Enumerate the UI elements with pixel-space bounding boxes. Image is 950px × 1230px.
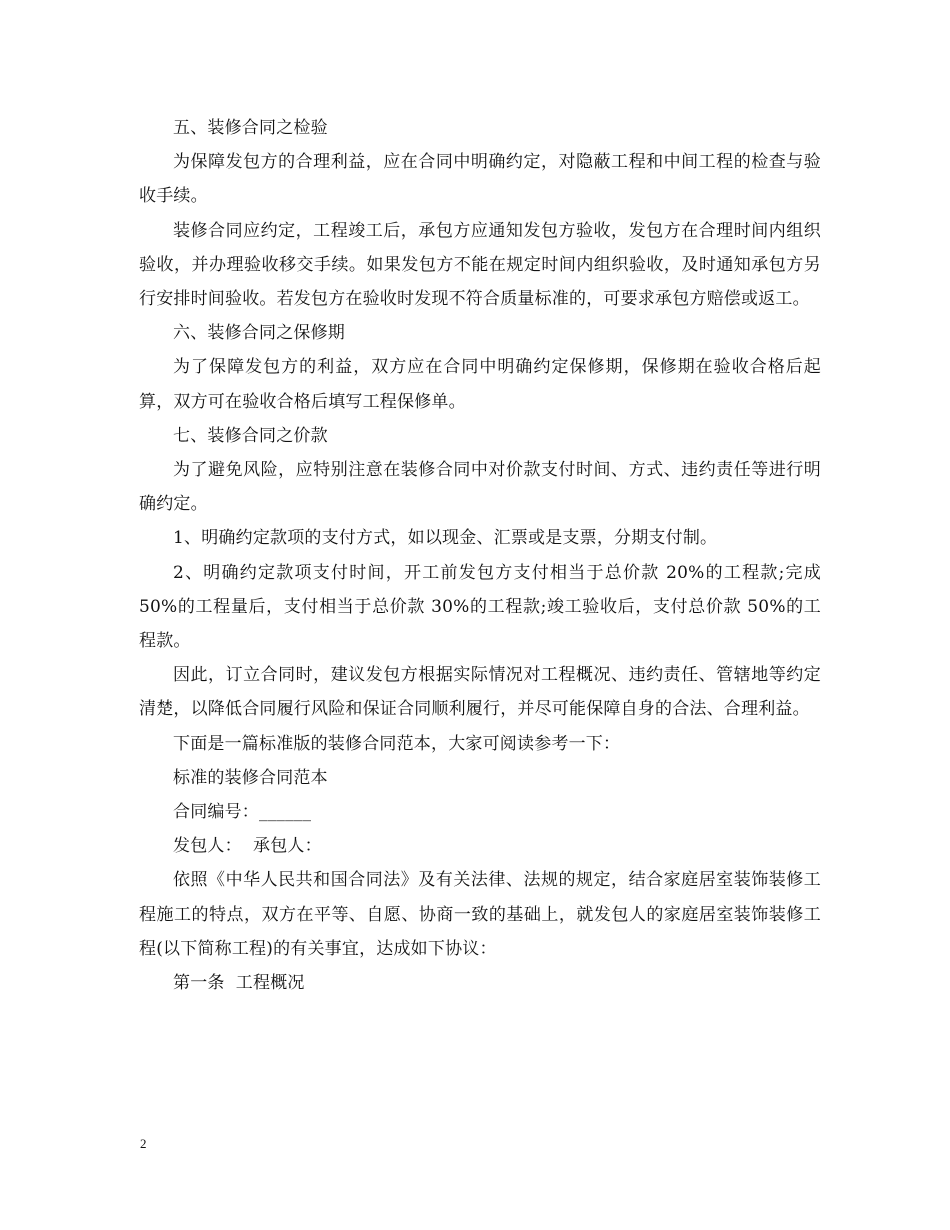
- paragraph: 下面是一篇标准版的装修合同范本，大家可阅读参考一下：: [173, 733, 621, 754]
- page-number: 2: [140, 1136, 147, 1151]
- section-heading-price: 七、装修合同之价款: [173, 425, 328, 446]
- paragraph: 为了避免风险，应特别注意在装修合同中对价款支付时间、方式、违约责任等进行明确约定。: [139, 460, 821, 515]
- paragraph: 依照《中华人民共和国合同法》及有关法律、法规的规定，结合家庭居室装饰装修工程施工的特点，双方在平等、自愿、协商一致的基础上，就发包人的家庭居室装饰装修工程(以下简称工程)的有关事宜，达成如下协议：: [139, 870, 821, 959]
- document-body: [139, 111, 821, 1000]
- section-heading-warranty: 六、装修合同之保修期: [173, 323, 345, 344]
- section-heading-inspection: 五、装修合同之检验: [173, 118, 328, 138]
- parties-line: 发包人： 承包人：: [173, 836, 322, 857]
- list-item: 2、明确约定款项支付时间，开工前发包方支付相当于总价款 20%的工程款;完成 50%的工程量后，支付相当于总价款 30%的工程款;竣工验收后，支付总价款 50%的工程款。: [139, 562, 821, 652]
- paragraph: 装修合同应约定，工程竣工后，承包方应通知发包方验收，发包方在合理时间内组织验收，并办理验收移交手续。如果发包方不能在规定时间内组织验收，及时通知承包方另行安排时间验收。若发包方在验收时发现不符合质量标准的，可要求承包方赔偿或返工。: [139, 220, 821, 310]
- contract-number-line: 合同编号：______: [173, 802, 312, 823]
- paragraph: 因此，订立合同时，建议发包方根据实际情况对工程概况、违约责任、管辖地等约定清楚，以降低合同履行风险和保证合同顺利履行，并尽可能保障自身的合法、合理利益。: [139, 665, 821, 720]
- paragraph: 为保障发包方的合理利益，应在合同中明确约定，对隐蔽工程和中间工程的检查与验收手续。: [139, 152, 821, 207]
- paragraph: 为了保障发包方的利益，双方应在合同中明确约定保修期，保修期在验收合格后起算，双方可在验收合格后填写工程保修单。: [139, 357, 821, 412]
- contract-title: 标准的装修合同范本: [173, 767, 328, 788]
- article-heading: 第一条 工程概况: [173, 973, 305, 994]
- list-item: 1、明确约定款项的支付方式，如以现金、汇票或是支票，分期支付制。: [173, 528, 718, 549]
